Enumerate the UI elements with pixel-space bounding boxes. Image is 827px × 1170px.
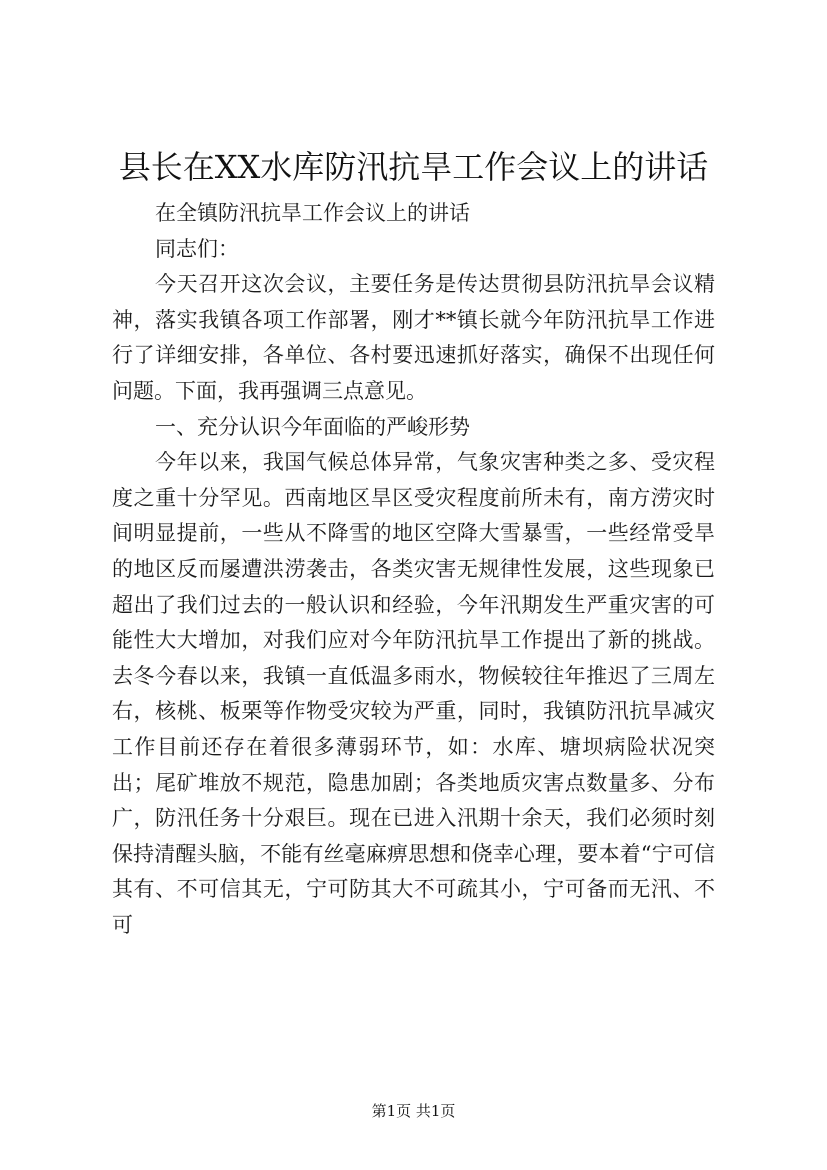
salutation-paragraph: 同志们： (155, 236, 240, 261)
document-body (112, 196, 715, 943)
intro-paragraph: 今天召开这次会议，主要任务是传达贯彻县防汛抗旱会议精神，落实我镇各项工作部署，刚才**镇长就今年防汛抗旱工作进行了详细安排，各单位、各村要迅速抓好落实，确保不出现任何问题。下面，我再强调三点意见。 (112, 272, 715, 403)
body-paragraph: 今年以来，我国气候总体异常，气象灾害种类之多、受灾程度之重十分罕见。西南地区旱区受灾程度前所未有，南方涝灾时间明显提前，一些从不降雪的地区空降大雪暴雪，一些经常受旱的地区反而屡遭洪涝袭击，各类灾害无规律性发展，这些现象已超出了我们过去的一般认识和经验，今年汛期发生严重灾害的可能性大大增加，对我们应对今年防汛抗旱工作提出了新的挑战。去冬今春以来，我镇一直低温多雨水，物候较往年推迟了三周左右，核桃、板栗等作物受灾较为严重，同时，我镇防汛抗旱减灾工作目前还存在着很多薄弱环节，如：水库、塘坝病险状况突出；尾矿堆放不规范，隐患加剧；各类地质灾害点数量多、分布广，防汛任务十分艰巨。现在已进入汛期十余天，我们必须时刻保持清醒头脑，不能有丝毫麻痹思想和侥幸心理，要本着“宁可信其有、不可信其无，宁可防其大不可疏其小，宁可备而无汛、不可 (112, 450, 715, 937)
section-heading: 一、充分认识今年面临的严峻形势 (155, 414, 471, 439)
subtitle-paragraph: 在全镇防汛抗旱工作会议上的讲话 (155, 201, 471, 225)
page-footer: 第1页 共1页 (371, 1102, 456, 1120)
document-title: 县长在XX水库防汛抗旱工作会议上的讲话 (118, 148, 709, 186)
